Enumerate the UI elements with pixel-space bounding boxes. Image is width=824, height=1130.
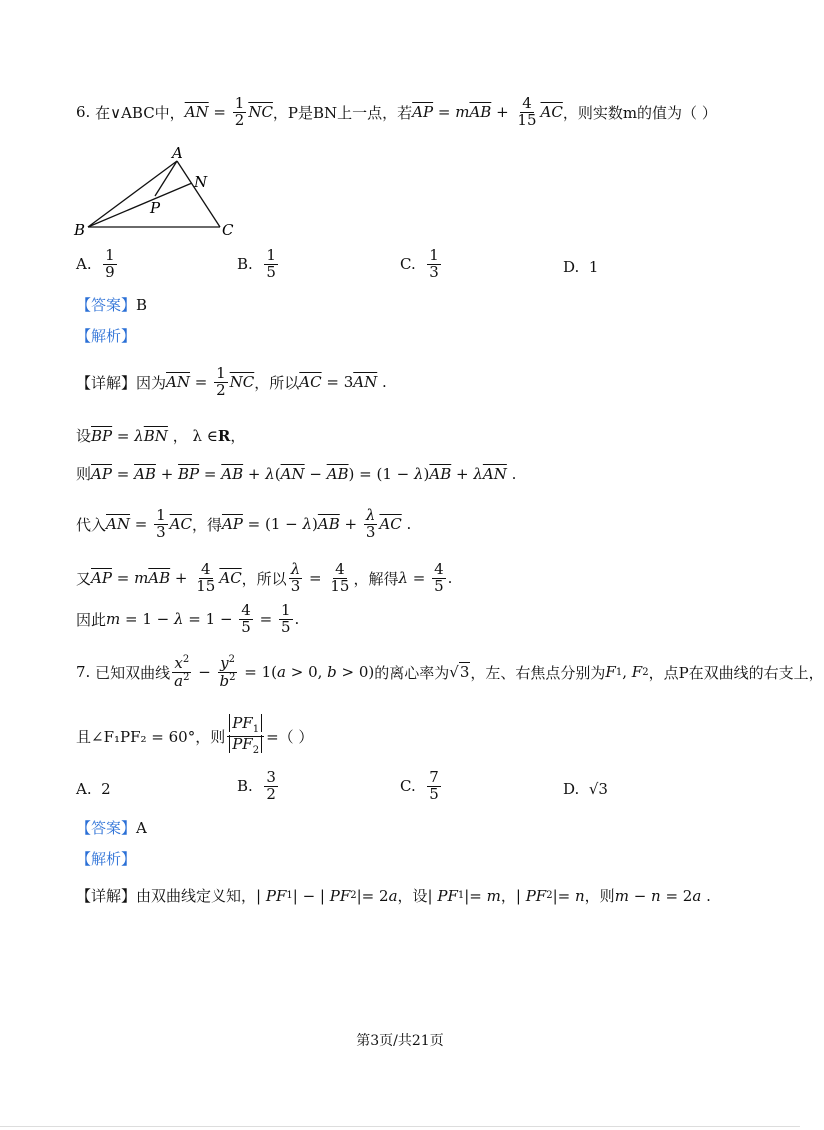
q7-option-a[interactable]: A. 2 xyxy=(76,780,111,798)
q7-detail: 【详解】 由双曲线定义知， | PF 1 | − | PF 2 |= 2 a ，设 | PF 1 |= m ， | PF 2 |= n ，则 m − n = 2 a . xyxy=(76,886,711,905)
q6-detail-line-2: 设 $\overline{BP}$ = λ $\overline{BN}$ ， λ ∈ R ， xyxy=(76,426,246,445)
page-footer: 第3页/共21页 xyxy=(356,1033,444,1049)
q6-option-a[interactable]: A. $\frac{1}{9}$ xyxy=(76,246,115,281)
q7-analysis-tag: 【解析】 xyxy=(76,850,137,868)
page-bottom-rule xyxy=(0,1126,800,1127)
q7-answer: 【答案】 A xyxy=(76,818,147,837)
q6-option-c[interactable]: C. $\frac{1}{3}$ xyxy=(400,246,439,281)
q6-detail-line-6: 因此 m = 1 − λ = 1 − $\frac{4}{5}$ = $\frac{1}{5}$ . xyxy=(76,601,300,636)
q6-option-b[interactable]: B. $\frac{1}{5}$ xyxy=(237,246,276,281)
label-C: C xyxy=(222,221,234,239)
q6-analysis-tag: 【解析】 xyxy=(76,327,137,345)
label-N: N xyxy=(194,173,208,191)
q6-detail-line-4: 代入 $\overline{AN}$ = $\frac{1}{3}$ $\overline{AC}$ ，得 $\overline{AP}$ = (1 − λ ) $\overline{AB}$ + $\frac{\lambda}{3}$ $\overline{AC}$ . xyxy=(76,506,412,541)
label-A: A xyxy=(172,144,183,162)
q7-option-c[interactable]: C. $\frac{7}{5}$ xyxy=(400,768,439,803)
q6-option-d[interactable]: D. 1 xyxy=(563,258,599,276)
q6-detail-line-5: 又 $\overline{AP}$ = m $\overline{AB}$ + $\frac{4}{15}$ $\overline{AC}$ ，所以 $\frac{\lambda}{3}$ = $\frac{4}{15}$ ，解得 λ = $\frac{4}{5}$ . xyxy=(76,560,453,595)
q6-detail-line-3: 则 $\overline{AP}$ = $\overline{AB}$ + $\overline{BP}$ = $\overline{AB}$ + λ ( $\overline{AN}$ − $\overline{AB}$ ) = (1 − λ ) $\overline{AB}$ + λ $\overline{AN}$ . xyxy=(76,464,517,483)
q7-option-b[interactable]: B. $\frac{3}{2}$ xyxy=(237,768,276,803)
label-B: B xyxy=(74,221,86,239)
q6-stem: 6. 在∨ABC中， $\overline{AN}$ = $\frac{1}{2}$ $\overline{NC}$ ，P是BN上一点，若 $\overline{AP}$ = m $\overline{AB}$ + $\frac{4}{15}$ $\overline{AC}$ ，则实数m的值为（ ） xyxy=(76,94,717,129)
q7-stem-line-1: 7. 已知双曲线 $\frac{x^2}{a^2}$ − $\frac{y^2}{b^2}$ = 1( a > 0, b > 0) 的离心率为 √3 ，左、右焦点分别为 F 1 , F 2 ，点P在双曲线的右支上， xyxy=(76,654,824,690)
q7-stem-line-2: 且∠F₁PF₂ = 60°，则 $\frac{PF_1}{PF_2}$ =（ ） xyxy=(76,714,314,756)
label-P: P xyxy=(150,199,161,217)
q6-answer: 【答案】 B xyxy=(76,295,148,314)
q6-detail-line-1: 【详解】 因为 $\overline{AN}$ = $\frac{1}{2}$ $\overline{NC}$ ，所以 $\overline{AC}$ = 3 $\overline{AN}$ . xyxy=(76,364,387,399)
q6-number: 6. xyxy=(76,103,91,122)
q7-number: 7. xyxy=(76,663,91,682)
triangle-figure xyxy=(70,145,250,240)
q7-option-d[interactable]: D. √3 xyxy=(563,780,608,798)
